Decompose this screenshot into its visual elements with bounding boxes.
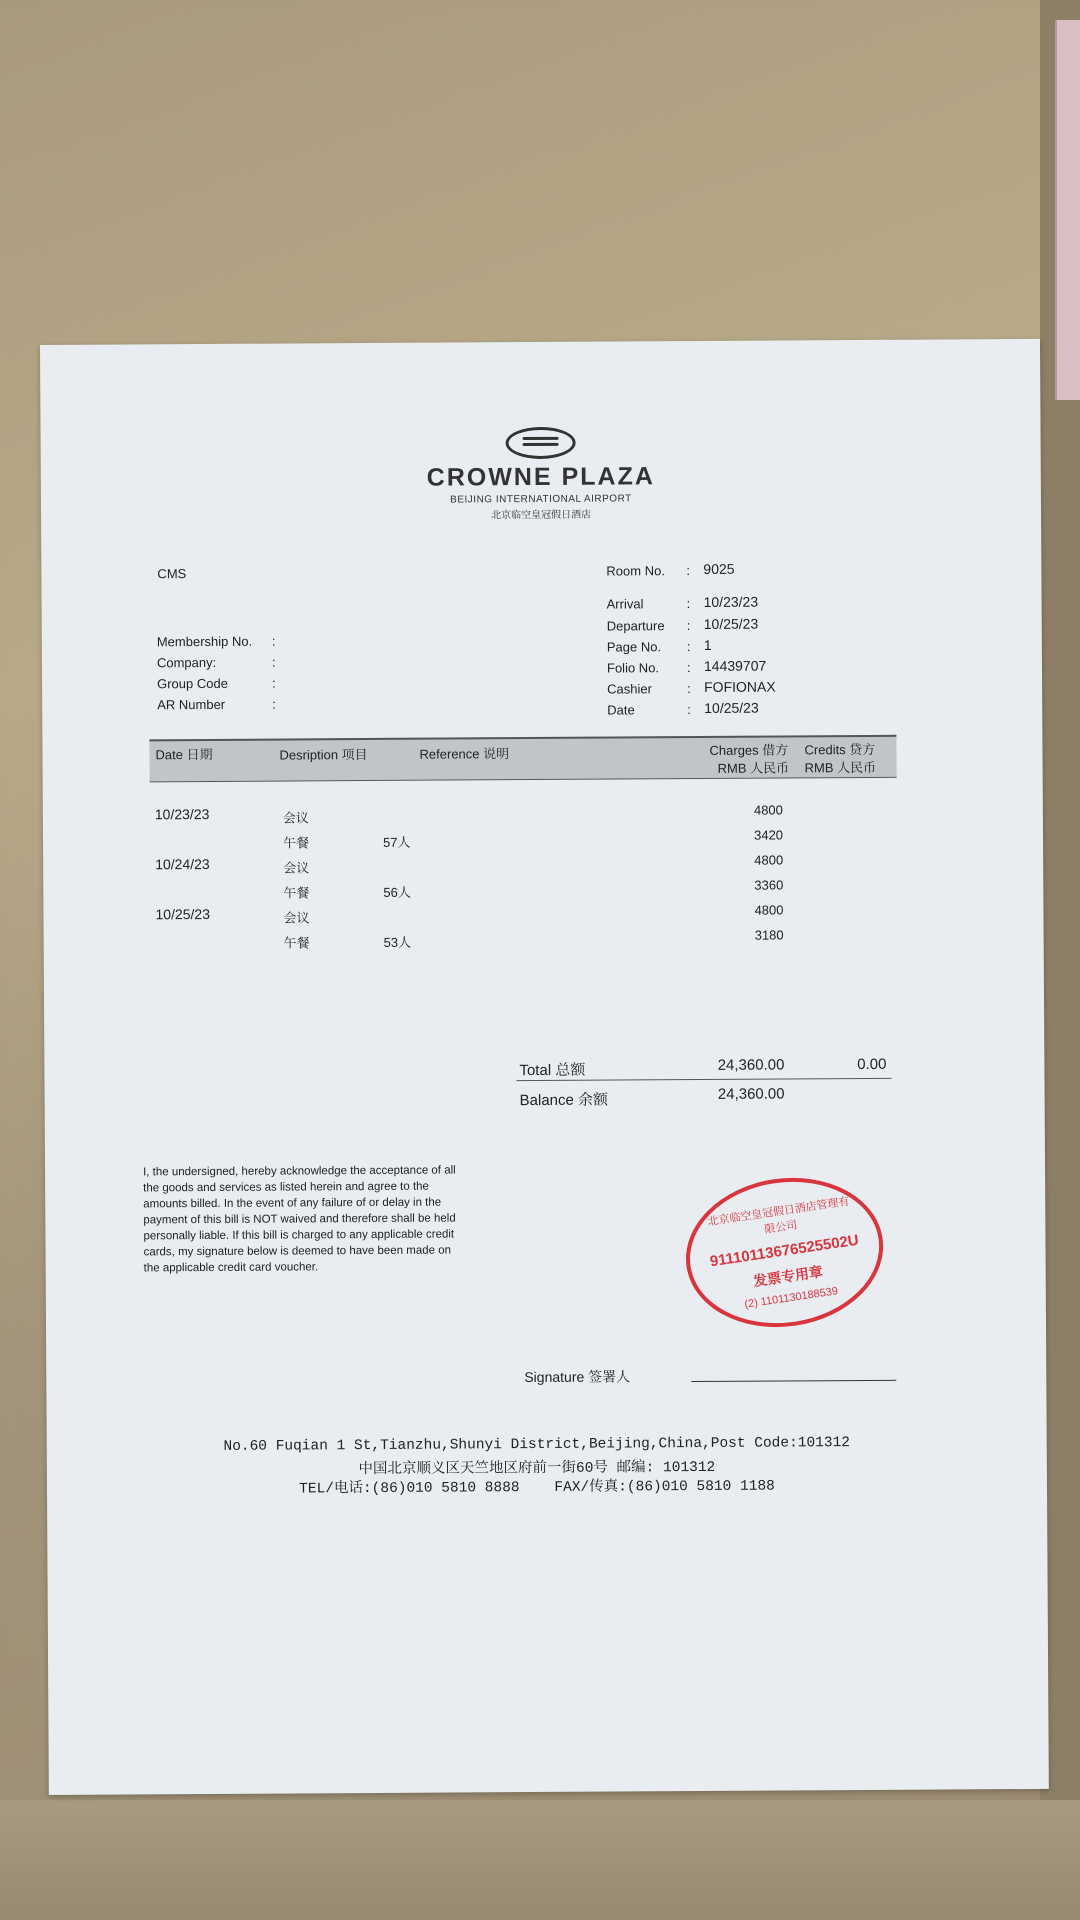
stamp-code: (2) 1101130188539 <box>743 1285 839 1311</box>
row-description: 午餐 <box>283 885 310 901</box>
row-description: 午餐 <box>283 835 310 851</box>
row-charge: 4800 <box>754 902 784 918</box>
header-charges: Charges 借方 <box>709 742 789 758</box>
row-reference: 57人 <box>382 834 411 850</box>
cashier-label: Cashier <box>607 681 652 697</box>
folio-no-label: Folio No. <box>606 660 660 676</box>
date-value: 10/25/23 <box>704 699 759 716</box>
fax: FAX/传真:(86)010 5810 1188 <box>554 1478 775 1496</box>
row-reference: 53人 <box>383 934 412 950</box>
company-label: Company: <box>156 654 217 671</box>
guest-name: CMS <box>157 566 187 582</box>
departure-label: Departure <box>606 618 665 634</box>
group-code-label: Group Code <box>157 675 228 692</box>
left-fields: Membership No. : Company: : Group Code : AR Number : <box>156 633 276 713</box>
row-description: 会议 <box>282 810 309 826</box>
background-card <box>1055 20 1080 400</box>
row-charge: 4800 <box>754 852 784 868</box>
charges-table-header <box>149 735 896 782</box>
header-date: Date 日期 <box>155 746 213 763</box>
room-no-label: Room No. <box>606 563 665 579</box>
folio-no-value: 14439707 <box>703 657 767 674</box>
row-charge: 3420 <box>754 827 784 843</box>
right-fields: Room No. : 9025 Arrival : 10/23/23 Departure : 10/25/23 Page No. : 1 Folio No. : 14439707 Cashier : FOFIONAX Date : 10/25/23 <box>606 560 776 718</box>
stamp-org: 北京临空皇冠假日酒店管理有限公司 <box>706 1195 851 1237</box>
balance-label: Balance 余额 <box>519 1091 609 1110</box>
balance-value: 24,360.00 <box>717 1085 785 1103</box>
acknowledgement-text: I, the undersigned, hereby acknowledge the acceptance of all the goods and services as listed herein and agree to the amounts billed. In the event of any failure of or delay in the payment of this bill is NOT waived and therefore shall be held personally liable. If this bill is charged to any applicable credit cards, my signature below is deemed to have been made on the applicable credit card voucher. <box>143 1164 456 1275</box>
header-charges-unit: RMB 人民币 <box>717 760 790 776</box>
hotel-brand: CROWNE PLAZA <box>426 462 655 492</box>
tel: TEL/电话:(86)010 5810 8888 <box>299 1480 520 1498</box>
crowne-plaza-logo-icon <box>506 427 576 459</box>
stamp-title: 发票专用章 <box>752 1263 824 1290</box>
stone-background-bottom <box>0 1800 1080 1920</box>
row-date: 10/23/23 <box>154 805 210 823</box>
total-label: Total 总额 <box>519 1061 586 1080</box>
row-date: 10/25/23 <box>155 905 211 923</box>
header-credits: Credits 贷方 <box>804 741 876 758</box>
stamp-tax-id: 91110113676525502U <box>708 1231 860 1271</box>
membership-label: Membership No. <box>156 633 253 650</box>
row-description: 会议 <box>283 860 310 876</box>
address-en: No.60 Fuqian 1 St,Tianzhu,Shunyi District,Beijing,China,Post Code:101312 <box>223 1435 851 1455</box>
total-credits: 0.00 <box>857 1055 887 1074</box>
row-charge: 3360 <box>754 877 784 893</box>
ar-number-label: AR Number <box>157 696 226 713</box>
date-label: Date <box>607 702 635 718</box>
header-description: Desription 项目 <box>279 747 368 763</box>
arrival-value: 10/23/23 <box>703 593 759 610</box>
signature-line[interactable] <box>691 1380 896 1382</box>
hotel-bill-document <box>40 339 1049 1795</box>
row-description: 会议 <box>283 910 310 926</box>
header-credits-unit: RMB 人民币 <box>804 759 877 776</box>
room-no-value: 9025 <box>703 560 735 577</box>
invoice-stamp <box>676 1165 893 1340</box>
hotel-location-en: BEIJING INTERNATIONAL AIRPORT <box>450 493 632 506</box>
header-reference: Reference 说明 <box>419 746 510 762</box>
total-charges: 24,360.00 <box>717 1056 785 1074</box>
signature-label: Signature 签署人 <box>524 1368 631 1386</box>
hotel-location-cn: 北京临空皇冠假日酒店 <box>491 509 592 522</box>
arrival-label: Arrival <box>606 596 644 612</box>
page-no-label: Page No. <box>606 639 662 655</box>
row-charge: 3180 <box>754 927 784 943</box>
row-charge: 4800 <box>753 802 783 818</box>
page-no-value: 1 <box>703 636 712 653</box>
contact-line <box>167 1473 907 1499</box>
row-date: 10/24/23 <box>155 855 210 873</box>
departure-value: 10/25/23 <box>703 615 759 632</box>
hotel-logo <box>401 426 682 522</box>
row-reference: 56人 <box>383 884 411 900</box>
cashier-value: FOFIONAX <box>704 678 776 695</box>
row-description: 午餐 <box>283 935 310 951</box>
address-cn: 中国北京顺义区天竺地区府前一街60号 邮编: 101312 <box>358 1459 716 1479</box>
